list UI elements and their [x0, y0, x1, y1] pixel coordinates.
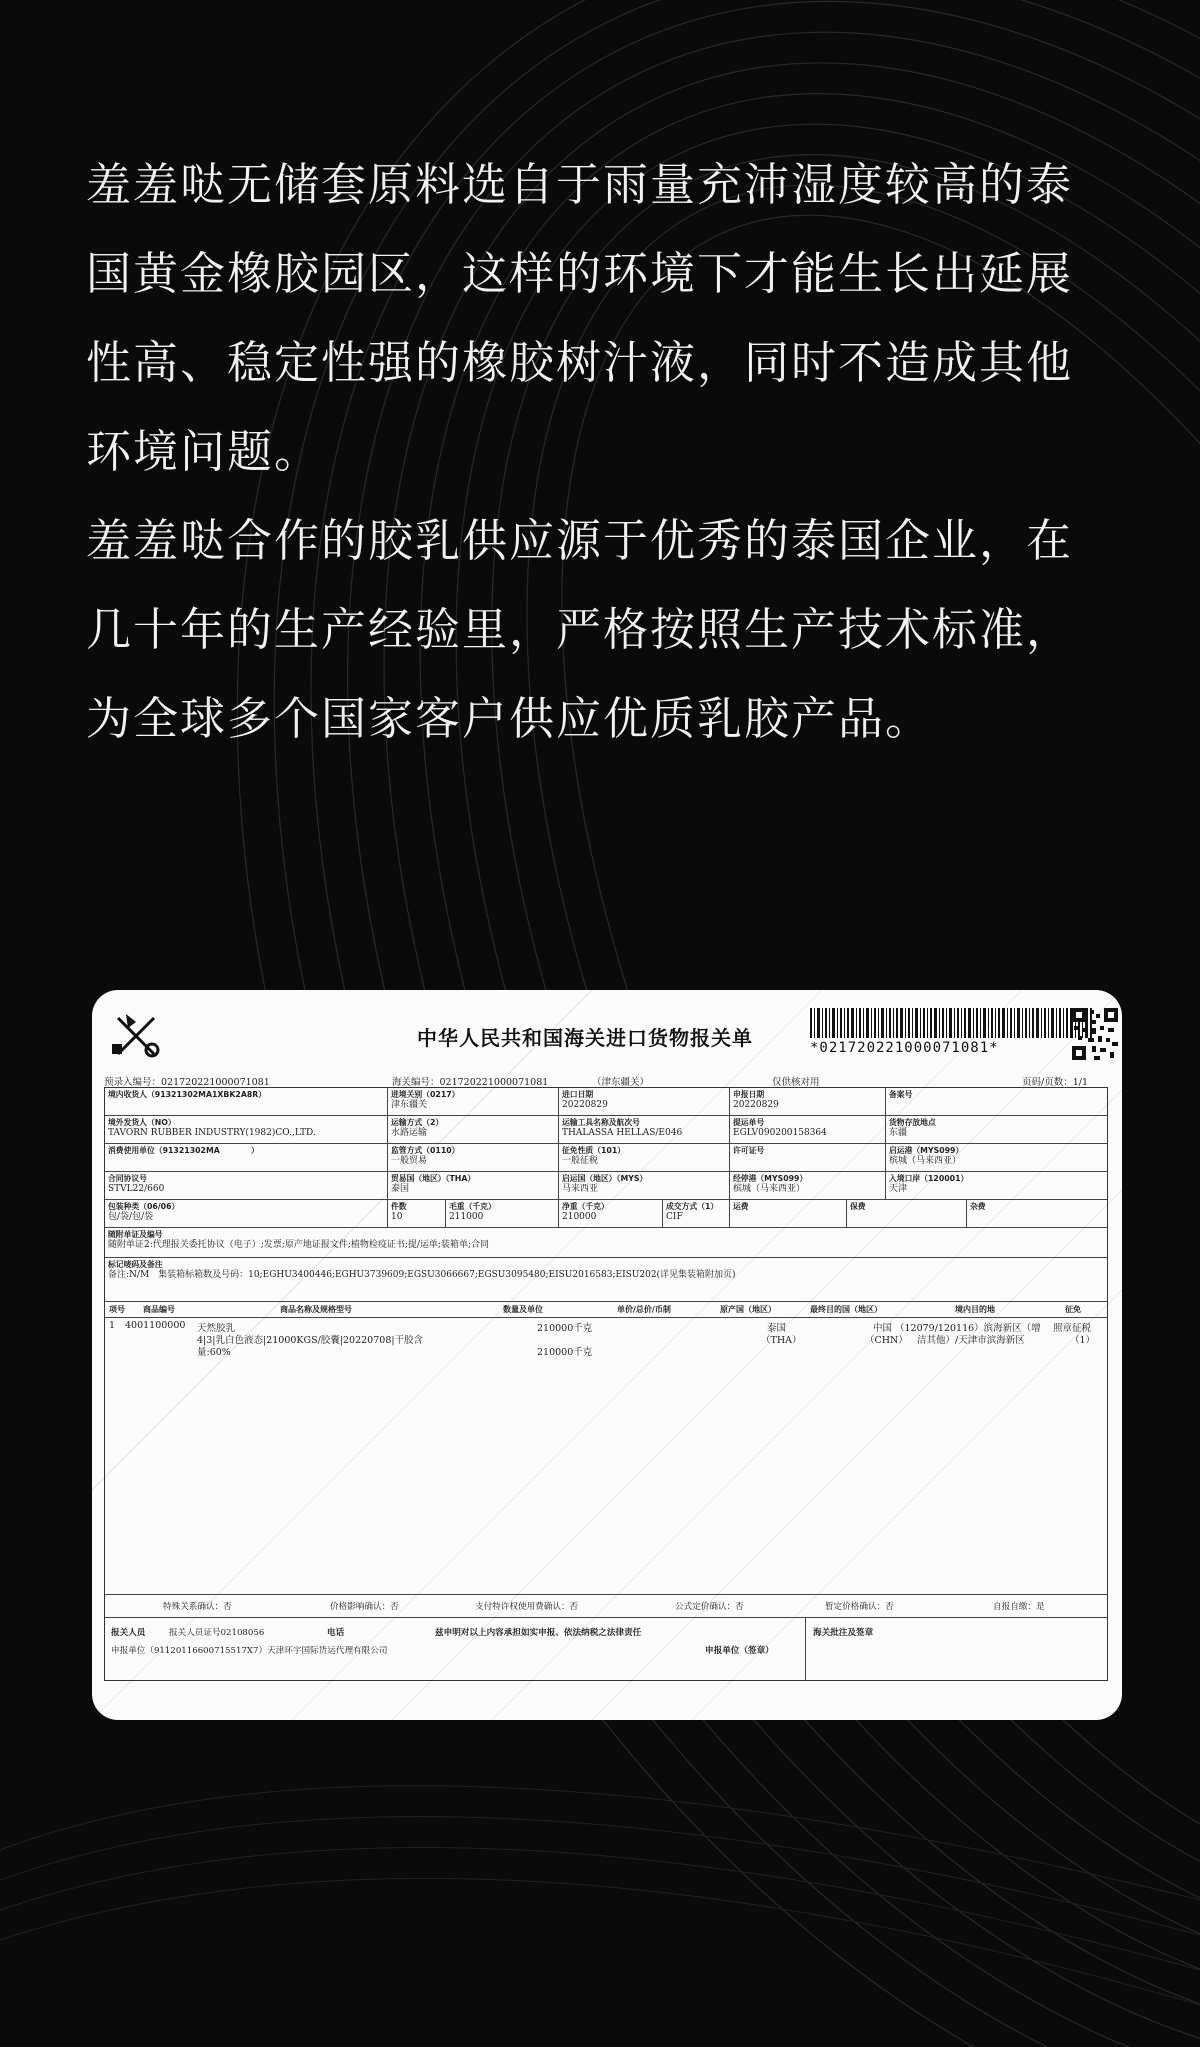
goods-spec-2: 量:60%: [197, 1347, 231, 1358]
cell-entry-gate: 入境口岸（120001） 天津: [889, 1174, 969, 1194]
cell-transport-mode: 运输方式（2） 水路运输: [388, 1116, 559, 1143]
goods-col-dest-country: 最终目的国（地区）: [810, 1305, 882, 1314]
grid-row-2: [105, 1116, 1107, 1144]
confirm-special-relation: 特殊关系确认：否: [163, 1602, 232, 1612]
customs-number: 海关编号：021720221000071081: [392, 1077, 549, 1088]
intro-text: [86, 140, 1126, 763]
goods-dest-country: 中国: [873, 1323, 893, 1334]
cell-freight: 运费: [730, 1200, 847, 1227]
intro-line-2: 国黄金橡胶园区，这样的环境下才能生长出延展: [86, 247, 1074, 300]
declaring-unit-seal: 申报单位（签章）: [705, 1646, 774, 1656]
cell-shipper: 境外发货人（NO） TAVORN RUBBER INDUSTRY(1982)CO.,LTD.: [105, 1116, 388, 1143]
cell-record-no: 备案号: [889, 1090, 913, 1099]
grid-row-1: [105, 1088, 1107, 1116]
grid-row-4: [105, 1172, 1107, 1200]
cell-pieces: 件数 10: [388, 1200, 446, 1227]
grid-row-docs: [105, 1228, 1107, 1258]
customs-approval-label: 海关批注及签章: [813, 1628, 874, 1638]
declarant-label: 报关人员: [111, 1628, 146, 1638]
cell-gross-weight: 毛重（千克） 211000: [446, 1200, 559, 1227]
phone-label: 电话: [327, 1628, 345, 1638]
goods-domestic-1: （12079/120116）滨海新区（增: [895, 1323, 1041, 1334]
goods-col-code: 商品编号: [143, 1305, 175, 1314]
grid-row-5: [105, 1200, 1107, 1228]
declaring-unit: 申报单位（91120116600715517X7）天津环宇国际货运代理有限公司: [111, 1646, 388, 1656]
cell-vessel: 运输工具名称及航次号 THALASSA HELLAS/E046: [559, 1116, 730, 1143]
cell-consumer: 消费使用单位（91321302MA ）: [105, 1144, 388, 1171]
declaration-grid: [104, 1087, 1108, 1681]
signature-area: [105, 1618, 1107, 1680]
intro-line-3: 性高、稳定性强的橡胶树汁液，同时不造成其他: [86, 336, 1074, 389]
cell-storage: 货物存放地点 东疆: [889, 1118, 936, 1138]
qr-code-icon: [1072, 1008, 1118, 1060]
cell-marks: 标记唛码及备注 备注:N/M 集装箱标箱数及号码：10;EGHU3400446;EGHU3739609;EGSU3066667;EGSU3095480;EISU2016583;EISU202(详见集装箱附加页): [108, 1260, 736, 1280]
customs-declaration-form: [92, 990, 1122, 1720]
confirm-self-declare: 自报自缴：是: [993, 1602, 1045, 1612]
cell-misc: 杂费: [970, 1202, 986, 1211]
goods-header: [105, 1302, 1107, 1318]
cell-package: 包装种类（06/06） 包/袋/包/袋: [105, 1200, 388, 1227]
confirm-formula-pricing: 公式定价确认：否: [675, 1602, 744, 1612]
intro-line-6: 几十年的生产经验里，严格按照生产技术标准，: [86, 603, 1074, 656]
confirm-royalty: 支付特许权使用费确认：否: [475, 1602, 579, 1612]
cell-bill-of-lading: 提运单号 EGLV090200158364: [730, 1116, 886, 1143]
intro-line-7: 为全球多个国家客户供应优质乳胶产品。: [86, 692, 933, 745]
cell-attached-docs: 随附单证及编号 随附单证2:代理报关委托协议（电子）;发票;原产地证报文件;植物检疫证书;提/运单;装箱单;合同: [108, 1230, 489, 1250]
cell-import-date: 进口日期 20220829: [559, 1088, 730, 1115]
confirm-row: [105, 1595, 1107, 1618]
cell-transit-port: 经停港（MYS099） 槟城（马来西亚）: [730, 1172, 886, 1199]
customs-emblem-icon: [106, 1010, 166, 1060]
goods-qty-1: 210000千克: [537, 1323, 593, 1334]
goods-code: 4001100000: [125, 1320, 186, 1331]
declaration-statement: 兹申明对以上内容承担如实申报、依法纳税之法律责任: [435, 1628, 642, 1638]
customs-office: （津东疆关）: [592, 1077, 650, 1088]
intro-line-1: 羞羞哒无储套原料选自于雨量充沛湿度较高的泰: [86, 158, 1074, 211]
verify-note: 仅供核对用: [772, 1077, 820, 1088]
goods-area: [105, 1318, 1107, 1595]
grid-row-marks: [105, 1258, 1107, 1302]
goods-origin-code: （THA）: [761, 1335, 802, 1346]
signature-divider: [805, 1618, 806, 1680]
goods-item-no: 1: [109, 1320, 116, 1331]
grid-row-3: [105, 1144, 1107, 1172]
cell-net-weight: 净重（千克） 210000: [559, 1200, 663, 1227]
goods-dest-code: （CHN）: [865, 1335, 908, 1346]
cell-consignee: 境内收货人（91321302MA1XBK2A8R）: [105, 1088, 388, 1115]
goods-col-qty: 数量及单位: [503, 1305, 543, 1314]
goods-qty-2: 210000千克: [537, 1347, 593, 1358]
form-title: 中华人民共和国海关进口货物报关单: [417, 1026, 753, 1050]
goods-col-origin: 原产国（地区）: [720, 1305, 776, 1314]
page-count: 页码/页数：1/1: [1022, 1077, 1088, 1088]
goods-col-domestic: 境内目的地: [955, 1305, 995, 1314]
cell-declare-date: 申报日期 20220829: [730, 1088, 886, 1115]
goods-levy: 照章征税: [1053, 1323, 1092, 1334]
goods-origin: 泰国: [767, 1323, 787, 1334]
intro-line-4: 环境问题。: [86, 425, 322, 478]
cell-entry-port: 进境关别（0217） 津东疆关: [388, 1088, 559, 1115]
cell-contract: 合同协议号 STVL22/660: [105, 1172, 388, 1199]
goods-col-name: 商品名称及规格型号: [280, 1305, 352, 1314]
cell-origin-country: 启运国（地区）（MYS） 马来西亚: [559, 1172, 730, 1199]
confirm-price-impact: 价格影响确认：否: [330, 1602, 399, 1612]
cell-levy-nature: 征免性质（101） 一般征税: [559, 1144, 730, 1171]
barcode: [810, 1008, 1092, 1038]
confirm-provisional-price: 暂定价格确认：否: [825, 1602, 894, 1612]
goods-name: 天然胶乳: [197, 1323, 236, 1334]
cell-trade-country: 贸易国（地区）（THA） 泰国: [388, 1172, 559, 1199]
goods-spec-1: 4|3|乳白色液态|21000KGS/胶囊|20220708|干胶含: [197, 1335, 424, 1346]
goods-levy-code: （1）: [1070, 1335, 1096, 1346]
cell-departure-port: 启运港（MYS099） 槟城（马来西亚）: [889, 1146, 964, 1166]
barcode-number: *021720221000071081*: [810, 1040, 999, 1056]
declarant-id: 报关人员证号02108056: [169, 1628, 265, 1638]
cell-supervision: 监管方式（0110） 一般贸易: [388, 1144, 559, 1171]
goods-col-item: 项号: [109, 1305, 125, 1314]
goods-col-levy: 征免: [1065, 1305, 1081, 1314]
cell-insurance: 保费: [847, 1200, 967, 1227]
cell-trade-term: 成交方式（1） CIF: [663, 1200, 730, 1227]
cell-license: 许可证号: [730, 1144, 886, 1171]
intro-line-5: 羞羞哒合作的胶乳供应源于优秀的泰国企业，在: [86, 514, 1074, 567]
pre-entry-number: 预录入编号：021720221000071081: [104, 1077, 270, 1088]
goods-domestic-2: 洁其他）/天津市滨海新区: [917, 1335, 1025, 1346]
goods-col-price: 单价/总价/币制: [617, 1305, 671, 1314]
